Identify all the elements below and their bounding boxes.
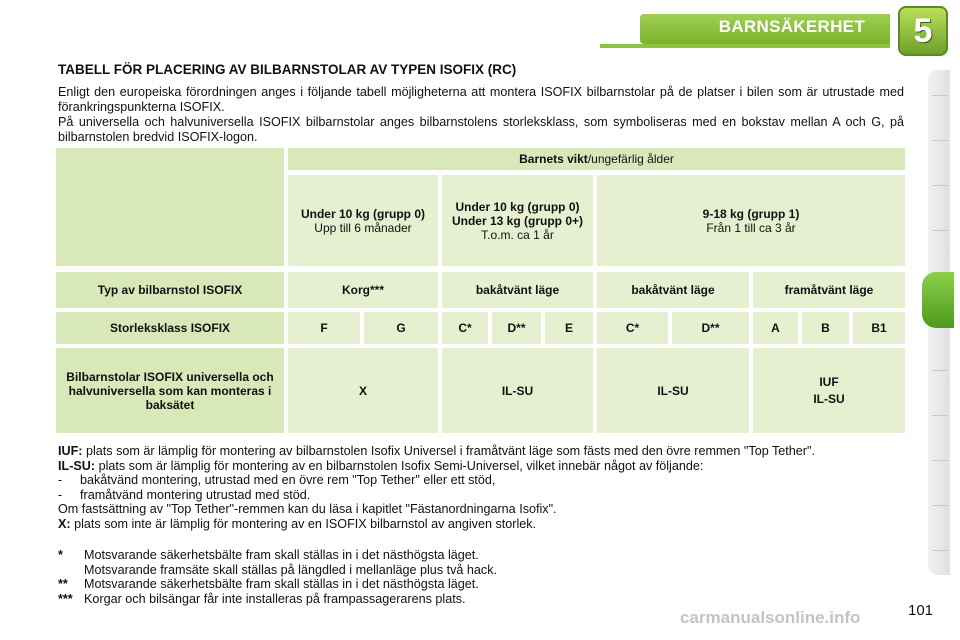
- rail-divider: [932, 140, 948, 141]
- row-label-seats: Bilbarnstolar ISOFIX universella och halvuniversella som kan monteras i baksätet: [56, 348, 284, 433]
- active-chapter-tab: [922, 272, 954, 328]
- group-header-0plus: Under 10 kg (grupp 0) Under 13 kg (grupp 0+) T.o.m. ca 1 år: [442, 175, 593, 266]
- rail-divider: [932, 185, 948, 186]
- rail-divider: [932, 415, 948, 416]
- legend-item: - framåtvänd montering utrustad med stöd.: [58, 487, 311, 502]
- seat-cell: IUF IL-SU: [753, 348, 905, 433]
- size-cell: D**: [672, 312, 749, 344]
- size-cell: B: [802, 312, 849, 344]
- row-label-type: Typ av bilbarnstol ISOFIX: [56, 272, 284, 308]
- legend: [58, 444, 908, 531]
- rail-divider: [932, 95, 948, 96]
- seat-cell: X: [288, 348, 438, 433]
- group-header-1: 9-18 kg (grupp 1) Från 1 till ca 3 år: [597, 175, 905, 266]
- intro-paragraph: Enligt den europeiska förordningen anges i följande tabell möjligheterna att montera ISOFIX bilbarnstolar på de platser i bilen som är utrustade med förankringspunkterna ISOFIX.: [58, 85, 904, 114]
- intro-paragraph: På universella och halvuniversella ISOFIX bilbarnstolar anges bilbarnstolens storleksklass, som symboliseras med en bokstav mellan A och G, på bilbarnstolen bredvid ISOFIX-logon.: [58, 115, 904, 144]
- rail-divider: [932, 550, 948, 551]
- footnotes: [58, 548, 908, 606]
- size-cell: E: [545, 312, 593, 344]
- rail-divider: [932, 230, 948, 231]
- chapter-badge: 5: [898, 6, 948, 56]
- size-cell: G: [364, 312, 438, 344]
- weight-header: Barnets vikt/ungefärlig ålder: [288, 148, 905, 170]
- watermark: carmanualsonline.info: [680, 608, 861, 627]
- table-corner: [56, 148, 284, 266]
- seat-cell: IL-SU: [597, 348, 749, 433]
- footnote: ** Motsvarande säkerhetsbälte fram skall ställas in i det nästhögsta läget.: [58, 577, 479, 591]
- type-cell: bakåtvänt läge: [597, 272, 749, 308]
- legend-item: - bakåtvänd montering, utrustad med en övre rem "Top Tether" eller ett stöd,: [58, 473, 496, 487]
- footnote: *** Korgar och bilsängar får inte installeras på frampassagerarens plats.: [58, 591, 466, 606]
- page-heading: TABELL FÖR PLACERING AV BILBARNSTOLAR AV TYPEN ISOFIX (RC): [58, 62, 517, 77]
- section-title: BARNSÄKERHET: [718, 17, 865, 36]
- legend-item: Om fastsättning av "Top Tether"-remmen kan du läsa i kapitlet "Fästanordningarna Isofix".: [58, 502, 557, 516]
- type-cell: framåtvänt läge: [753, 272, 905, 308]
- type-cell: Korg***: [288, 272, 438, 308]
- rail-divider: [932, 505, 948, 506]
- seat-cell: IL-SU: [442, 348, 593, 433]
- size-cell: D**: [492, 312, 541, 344]
- size-cell: C*: [597, 312, 668, 344]
- size-cell: C*: [442, 312, 488, 344]
- legend-item: IL-SU: plats som är lämplig för montering av en bilbarnstolen Isofix Semi-Universel, vilket innebär något av följande:: [58, 458, 704, 473]
- size-cell: F: [288, 312, 360, 344]
- rail-divider: [932, 370, 948, 371]
- header-stripe: [600, 44, 890, 48]
- page-number: 101: [908, 602, 934, 619]
- footnote: * Motsvarande säkerhetsbälte fram skall ställas in i det nästhögsta läget. Motsvarande framsäte skall ställas på längdled i mellanläge plus två hack.: [58, 548, 498, 577]
- rail-divider: [932, 460, 948, 461]
- size-cell: B1: [853, 312, 905, 344]
- group-header-0: Under 10 kg (grupp 0) Upp till 6 månader: [288, 175, 438, 266]
- size-cell: A: [753, 312, 798, 344]
- row-label-size: Storleksklass ISOFIX: [56, 312, 284, 344]
- legend-item: X: plats som inte är lämplig för montering av en ISOFIX bilbarnstol av angiven storlek.: [58, 516, 537, 531]
- type-cell: bakåtvänt läge: [442, 272, 593, 308]
- legend-item: IUF: plats som är lämplig för montering av bilbarnstolen Isofix Universel i framåtvänt läge som fästs med den övre remmen "Top Tether".: [58, 444, 815, 458]
